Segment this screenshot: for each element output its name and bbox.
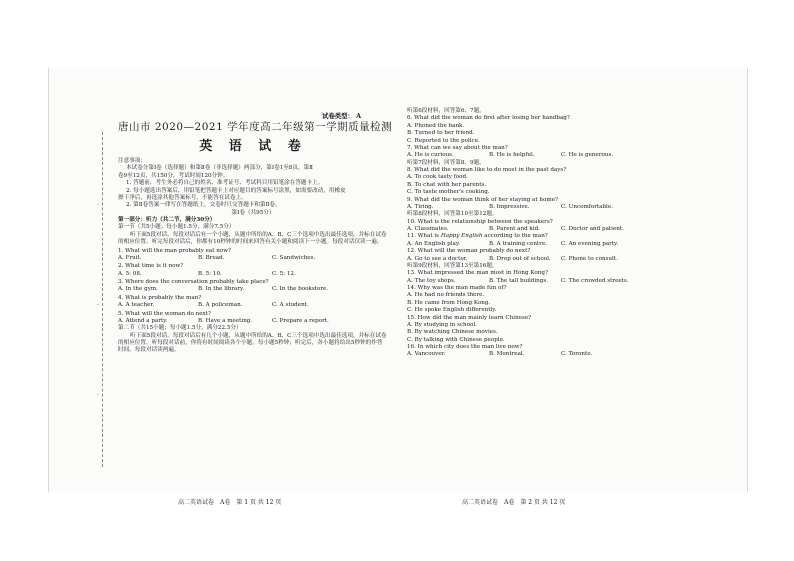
question: 4. What is probably the man? xyxy=(118,294,202,301)
question: 5. What will the woman do next? xyxy=(118,310,211,317)
options xyxy=(407,226,669,233)
options xyxy=(118,286,388,293)
option-c: C. By talking with Chinese people. xyxy=(407,336,505,343)
option-b: B. In the library. xyxy=(198,286,245,293)
option-b: B. Parent and kid. xyxy=(489,226,540,232)
option-a: A. To cook tasty food. xyxy=(407,174,468,181)
option-a: A. Vancouver. xyxy=(407,351,446,358)
option-b: B. Drop out of school. xyxy=(489,255,551,262)
note-line: 2. 每小题选出答案后，用铅笔把答题卡上对应题目的答案标号涂黑，如需要改动，用橡皮 xyxy=(126,187,346,194)
question: 1. What will the man probably eat now? xyxy=(118,247,231,254)
option-c: C. An evening party. xyxy=(561,240,619,247)
option-c: C. A student. xyxy=(272,302,309,309)
option-a: A. Fruit. xyxy=(118,254,142,261)
options xyxy=(407,278,669,285)
instructions: 听下面5段对话，每段对话后有一个小题，从题中所给的A、B、C三个选项中选出最佳选项，并标在试卷的相应位置。听完每段对话后，你都有10秒钟的时间来回答有关小题和阅读下一小题。每段对话仅读一遍。 xyxy=(118,231,387,246)
option-b: B. 5: 10. xyxy=(198,270,222,277)
option-c: C. The crowded streets. xyxy=(561,277,629,284)
subsection-title: 第二节（共15小题；每小题1.5分，满分22.5分） xyxy=(118,325,242,332)
option-b: B. Have a meeting. xyxy=(198,317,253,324)
paper-type: 试卷类型： A xyxy=(322,112,362,120)
section-title: 第一部分：听力（共二节，满分30分） xyxy=(118,217,216,224)
page-footer-right: 高二英语试卷 A卷 第 2 页 共 12 页 xyxy=(462,499,566,506)
option-b: B. Montreal. xyxy=(489,351,525,358)
subject-title: 英 语 试 卷 xyxy=(199,138,307,154)
option-c: C. He spoke English differently. xyxy=(407,307,497,314)
option-b: B. A policeman. xyxy=(198,302,243,309)
option-b: B. Bread. xyxy=(198,254,225,261)
option-a: A. He had no friends there. xyxy=(407,292,485,299)
question: 2. What time is it now? xyxy=(118,263,184,270)
volume-title: 第Ⅰ卷（共95分） xyxy=(231,209,275,216)
note-line: 本试卷分第Ⅰ卷（选择题）和第Ⅱ卷（非选择题）两部分，第Ⅰ卷1至8页，第Ⅱ xyxy=(126,165,313,172)
options xyxy=(407,256,669,263)
note-line: 1. 答题前，考生务必将自己的姓名、准考证号、考试科目用铅笔涂在答题卡上。 xyxy=(126,180,324,187)
option-a: A. The toy shops. xyxy=(407,277,456,284)
options xyxy=(407,241,669,248)
question: 12. What will the woman probably do next? xyxy=(407,248,531,255)
options xyxy=(407,152,669,159)
option-a: A. In the gym. xyxy=(118,286,158,293)
option-b: B. A training centre. xyxy=(489,240,547,247)
exam-title: 唐山市 2020—2021 学年度高二年级第一学期质量检测 xyxy=(118,121,393,133)
option-b: B. The tall buildings. xyxy=(489,277,548,284)
material-heading: 听第9段材料，回答第13至第16题。 xyxy=(407,262,498,269)
question: 15. How did the man mainly learn Chinese? xyxy=(407,314,532,321)
question: 14. Why was the man made fun of? xyxy=(407,285,507,291)
option-c: C. Prepare a report. xyxy=(272,317,329,324)
question: 16. In which city does the man live now? xyxy=(407,344,523,350)
note-line: 卷9至12页，共150分，考试时间120分钟。 xyxy=(118,172,229,179)
option-b: B. He came from Hong Kong. xyxy=(407,299,491,306)
question: 8. What did the woman like to do most in the past days? xyxy=(407,167,567,173)
option-c: C. Sandwiches. xyxy=(272,254,316,261)
option-a: A. Phoned the bank. xyxy=(407,122,465,129)
options xyxy=(118,255,388,262)
subsection-title: 第一节（共5小题；每小题1.5分，满分7.5分） xyxy=(118,224,235,231)
option-b: B. He is helpful. xyxy=(489,152,535,159)
question: 13. What impressed the man most in Hong Kong? xyxy=(407,270,548,277)
question: 3. Where does the conversation probably take place? xyxy=(118,279,269,286)
option-c: C. 5: 12. xyxy=(272,270,296,277)
question: 7. What can we say about the man? xyxy=(407,144,508,151)
option-c: C. Doctor and patient. xyxy=(561,226,624,232)
page-footer-left: 高二英语试卷 A卷 第 1 页 共 12 页 xyxy=(178,499,282,506)
option-a: A. Tiring. xyxy=(407,203,434,210)
option-c: C. To taste mother's cooking. xyxy=(407,189,490,196)
material-heading: 听第6段材料，回答第6、7题。 xyxy=(407,108,485,114)
option-a: A. 5: 08. xyxy=(118,270,142,277)
question: 6. What did the woman do first after losing her handbag? xyxy=(407,115,570,122)
option-c: C. In the bookstore. xyxy=(272,286,329,293)
option-a: A. An English play. xyxy=(407,240,461,247)
option-b: B. Impressive. xyxy=(489,203,530,210)
question-text: 11. What is xyxy=(407,233,441,240)
question: 9. What did the woman think of her staying at home? xyxy=(407,196,558,203)
material-heading: 听第8段材料，回答第10至第12题。 xyxy=(407,211,498,218)
option-b: B. Turned to her friend. xyxy=(407,130,475,137)
options xyxy=(118,302,388,309)
instructions: 听下面5段对话。每段对话后有几个小题，从题中所给的A、B、C三个选项中选出最佳选项，并标在试卷的相应位置。听每段对话前，你将有时间阅读各个小题，每小题5秒钟；听完后，各小题将给出5秒钟的作答时间。每段对话读两遍。 xyxy=(118,332,387,354)
option-c: C. Toronto. xyxy=(561,351,593,358)
option-a: A. Go to see a doctor. xyxy=(407,255,468,262)
option-a: A. Classmates. xyxy=(407,226,449,232)
option-c: C. Reported to the police. xyxy=(407,137,480,144)
option-a: A. A teacher. xyxy=(118,302,155,309)
option-c: C. He is generous. xyxy=(561,152,614,159)
options xyxy=(118,271,388,278)
question xyxy=(407,233,669,240)
option-b: B. To chat with her parents. xyxy=(407,181,487,188)
option-c: C. Phone to consult. xyxy=(561,255,618,262)
material-heading: 听第7段材料，回答第8、9题。 xyxy=(407,159,485,166)
question: 10. What is the relationship between the speakers? xyxy=(407,218,553,225)
option-c: C. Uncomfortable. xyxy=(561,203,613,210)
binding-line: · · · xyxy=(102,132,113,467)
note-line: 擦干净后，再选涂其他答案标号，不能答在试卷上。 xyxy=(118,194,247,201)
question-italic: Happy English xyxy=(440,233,483,240)
option-a: A. He is curious. xyxy=(407,152,454,159)
left-page xyxy=(118,112,393,355)
right-page xyxy=(407,108,669,359)
question-text: according to the man? xyxy=(482,233,548,240)
option-a: A. Attend a party. xyxy=(118,317,168,324)
options xyxy=(407,351,669,358)
option-a: A. By studying in school. xyxy=(407,321,477,328)
option-b: B. By watching Chinese movies. xyxy=(407,329,498,336)
note-line: 2. 第Ⅱ卷答案一律写在答题纸上，交卷时只交答题卡和第Ⅱ卷。 xyxy=(126,202,281,209)
notes-heading: 注意事项: xyxy=(118,158,143,165)
